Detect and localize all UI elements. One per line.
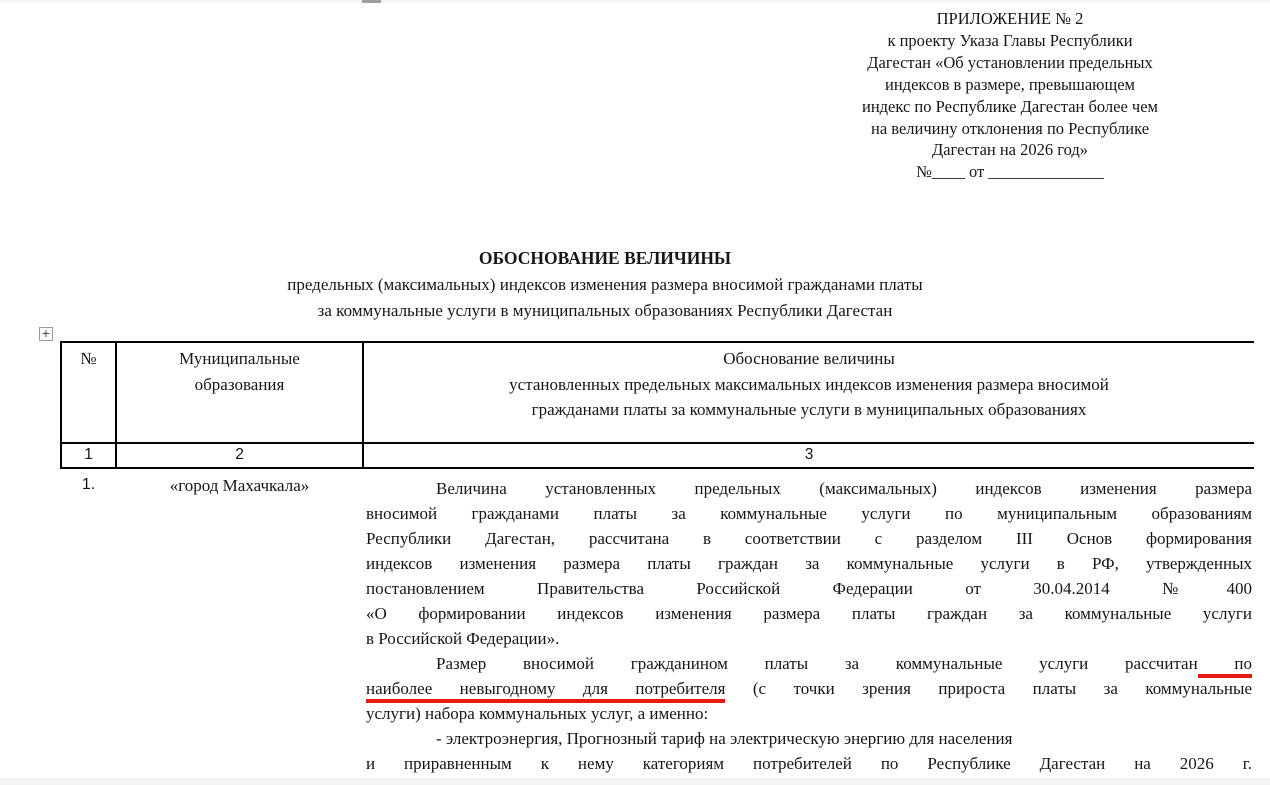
text-line	[366, 651, 1252, 676]
text-segment: Республики Дагестан, рассчитана в соответствии с разделом III Основ формирования	[366, 529, 1252, 548]
text-segment: услуги) набора коммунальных услуг, а именно:	[366, 704, 709, 723]
text-segment: Размер вносимой гражданином платы за коммунальные услуги рассчитан	[436, 654, 1198, 673]
header-line: образования	[194, 374, 285, 394]
text-line	[366, 701, 1252, 726]
text-line	[366, 501, 1252, 526]
annex-header-line: на величину отклонения по Республике	[870, 118, 1150, 138]
annex-header	[828, 8, 1192, 183]
text-line	[366, 601, 1252, 626]
table-row	[61, 468, 1254, 776]
text-line	[366, 526, 1252, 551]
text-segment: индексов изменения размера платы граждан за коммунальные услуги в РФ, утвержденных	[366, 554, 1252, 573]
bottom-edge-strip	[0, 778, 1270, 785]
text-segment: - электроэнергия, Прогнозный тариф на электрическую энергию для населения	[436, 729, 1013, 748]
header-line: Обоснование величины	[723, 349, 895, 368]
annex-header-line: Дагестан «Об установлении предельных	[867, 52, 1153, 72]
document-subtitle-line: предельных (максимальных) индексов изменения размера вносимой гражданами платы	[287, 274, 923, 294]
document-subtitle-line: за коммунальные услуги в муниципальных образованиях Республики Дагестан	[317, 301, 893, 320]
text-segment: и приравненным к нему категориям потребителей по Республике Дагестан на 2026 г.	[366, 754, 1252, 773]
annex-header-line: №____ от ______________	[916, 162, 1104, 182]
text-segment: (с точки зрения прироста платы за коммунальные	[725, 679, 1253, 698]
table-move-handle-icon[interactable]: +	[39, 327, 53, 341]
text-segment: вносимой гражданами платы за коммунальные услуги по муниципальным образованиям	[366, 504, 1252, 523]
text-line	[366, 476, 1252, 501]
column-index-1: 1	[61, 443, 116, 468]
justification-table	[60, 341, 1254, 776]
document-title: ОБОСНОВАНИЕ ВЕЛИЧИНЫ	[478, 248, 732, 268]
text-line	[366, 576, 1252, 601]
row-number-cell: 1.	[81, 476, 96, 493]
red-underlined-text: по	[1198, 654, 1252, 678]
text-line	[366, 626, 1252, 651]
municipality-cell: «город Махачкала»	[169, 476, 310, 495]
text-line	[366, 751, 1252, 776]
column-index-3: 3	[363, 443, 1254, 468]
header-cell-justification	[363, 342, 1254, 443]
document-title-block	[60, 245, 1150, 325]
red-underlined-text: наиболее невыгодному для потребителя	[366, 679, 725, 703]
column-index-2: 2	[116, 443, 363, 468]
header-cell-number: №	[61, 342, 116, 443]
annex-header-line: индекс по Республике Дагестан более чем	[862, 96, 1158, 116]
justification-cell	[363, 468, 1254, 776]
text-line	[366, 551, 1252, 576]
header-cell-municipality	[116, 342, 363, 443]
annex-header-line: индексов в размере, превышающем	[885, 74, 1135, 94]
annex-header-line: ПРИЛОЖЕНИЕ № 2	[936, 9, 1084, 28]
top-edge-strip	[0, 0, 1270, 3]
annex-header-line: к проекту Указа Главы Республики	[887, 30, 1133, 50]
header-line: гражданами платы за коммунальные услуги в муниципальных образованиях	[531, 400, 1087, 419]
text-segment: «О формировании индексов изменения размера платы граждан за коммунальные услуги	[366, 604, 1252, 623]
header-line: Муниципальные	[179, 349, 300, 368]
text-line	[366, 676, 1252, 701]
text-segment: постановлением Правительства Российской Федерации от 30.04.2014 №400	[366, 579, 1252, 598]
scrollbar-thumb[interactable]	[362, 0, 381, 3]
annex-header-line: Дагестан на 2026 год»	[931, 140, 1089, 160]
text-segment: в Российской Федерации».	[366, 629, 560, 648]
text-segment: Величина установленных предельных (максимальных) индексов изменения размера	[436, 479, 1252, 498]
text-line	[366, 726, 1252, 751]
table-header-row	[61, 342, 1254, 443]
header-line: установленных предельных максимальных индексов изменения размера вносимой	[509, 374, 1109, 394]
column-numbering-row	[61, 443, 1254, 468]
